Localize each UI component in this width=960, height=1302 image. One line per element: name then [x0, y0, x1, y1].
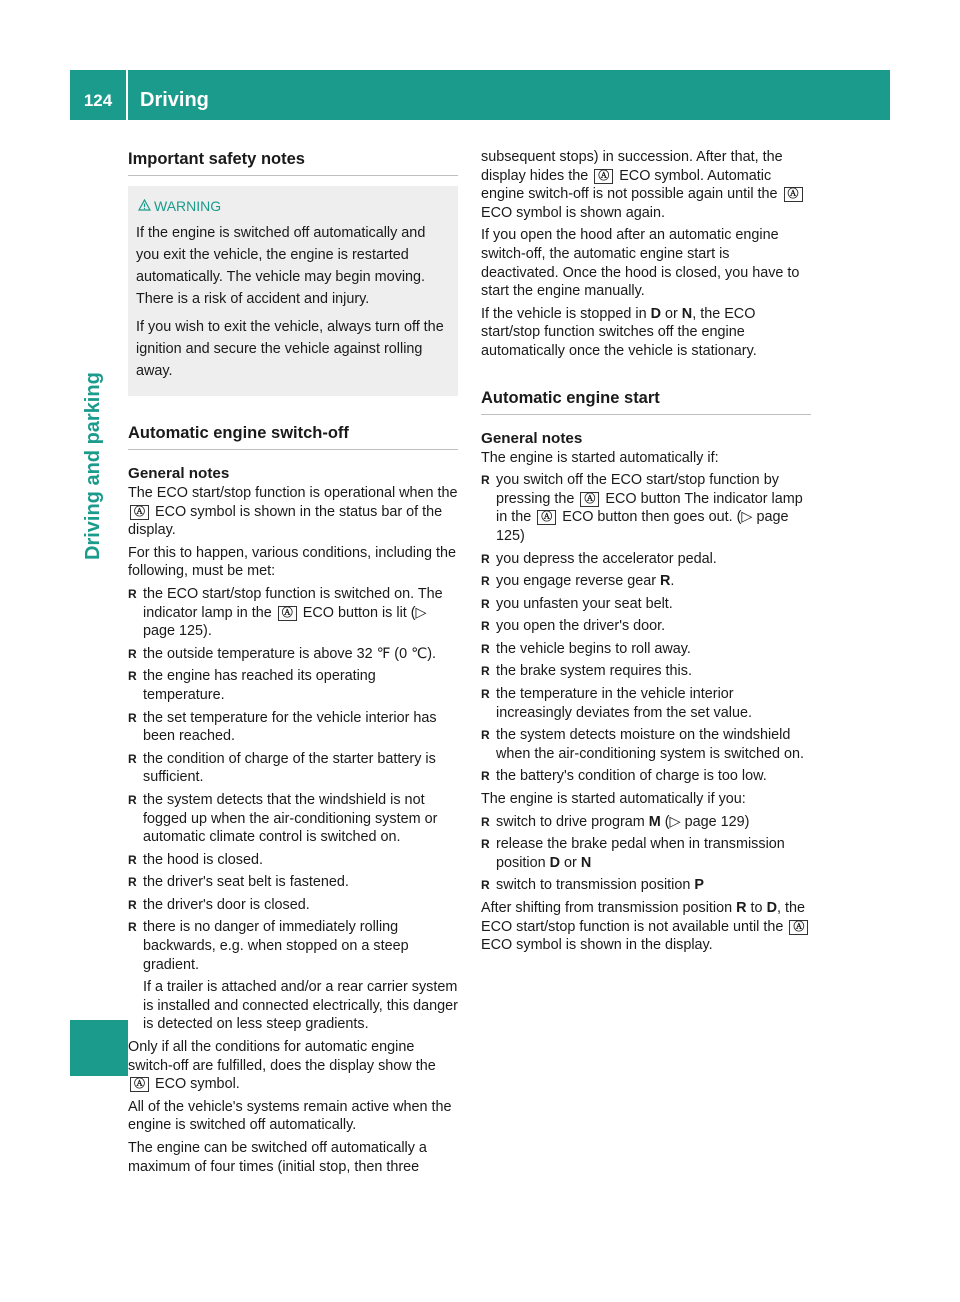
list-item [128, 918, 458, 1034]
list-item-text: ECO button The indicator lamp in the [496, 490, 803, 526]
after-text-b: , the ECO start/stop function is not available until the [481, 900, 805, 935]
stopped-text-b: , the ECO start/stop function switches off the engine automatically once the vehicle is stationary. [481, 305, 757, 359]
continuation-text-c: ECO symbol is shown again. [481, 204, 665, 221]
list-item-text: ECO button is lit (▷ page 125). [143, 604, 427, 640]
list-item: R the system detects moisture on the windshield when the air-conditioning system is switched on. [481, 726, 811, 763]
eco-start-stop-icon: Ⓐ [580, 492, 599, 507]
list-item-subtext: If a trailer is attached and/or a rear carrier system is installed and connected electrically, this danger is detected on less steep gradients. [143, 979, 458, 1033]
list-item: R the vehicle begins to roll away. [481, 640, 811, 659]
after-text-a: After shifting from transmission position [481, 900, 733, 916]
continuation-paragraph [481, 148, 811, 222]
eco-start-stop-icon: Ⓐ [537, 510, 556, 525]
started-if-you-intro: The engine is started automatically if you: [481, 791, 746, 808]
eco-start-stop-icon: Ⓐ [278, 606, 297, 621]
only-if-text-b: ECO symbol. [155, 1076, 240, 1093]
side-label-text: Driving and parking [82, 372, 104, 560]
list-item-text: switch to transmission position [496, 877, 691, 894]
hood-paragraph: If you open the hood after an automatic engine switch-off, the automatic engine start is deactivated. Once the hood is closed, you have to start the engine manually. [481, 227, 800, 300]
list-item: R the outside temperature is above 32 ℉ (0 ℃). [128, 645, 458, 664]
eco-start-stop-icon: Ⓐ [789, 920, 808, 935]
list-item-text: release the brake pedal when in transmission position [496, 836, 785, 871]
chapter-title: Driving [140, 89, 209, 111]
list-item [128, 585, 458, 641]
list-item [481, 471, 811, 545]
warning-text-1: If the engine is switched off automatically and you exit the vehicle, the engine is restarted automatically. The vehicle may begin moving. There is a risk of accident and injury. [136, 225, 426, 307]
list-item-text: ECO button then goes out. (▷ page 125) [496, 509, 789, 544]
list-item-text: or [564, 854, 577, 871]
list-item-text: you switch off the ECO start/stop function by pressing the [496, 472, 779, 507]
heading-automatic-engine-switch-off: Automatic engine switch-off [128, 422, 458, 450]
intro-text-a: The ECO start/stop function is operational when the [128, 485, 458, 501]
list-item: R the condition of charge of the starter battery is sufficient. [128, 750, 458, 787]
list-item: R you open the driver's door. [481, 617, 811, 636]
gear-r: R [660, 573, 671, 590]
page-number: 124 [83, 91, 113, 110]
start-actions-list [481, 813, 811, 895]
eco-start-stop-icon: Ⓐ [130, 505, 149, 520]
systems-active-paragraph: All of the vehicle's systems remain active when the engine is switched off automatically. [128, 1098, 452, 1134]
warning-title [136, 196, 450, 216]
list-item [481, 835, 811, 872]
after-shifting-paragraph [481, 899, 811, 955]
subheading-general-notes-left: General notes [128, 465, 230, 482]
stopped-text-a: If the vehicle is stopped in [481, 305, 647, 322]
gear-n: N [580, 854, 592, 871]
list-item: R the set temperature for the vehicle interior has been reached. [128, 709, 458, 746]
list-item-text: there is no danger of immediately rolling backwards, e.g. when stopped on a steep gradient. [143, 919, 409, 973]
start-conditions-list [481, 471, 811, 786]
list-item [481, 876, 811, 895]
warning-triangle-icon [138, 199, 151, 211]
list-item: R the driver's door is closed. [128, 896, 458, 915]
stopped-paragraph [481, 305, 811, 361]
warning-box [128, 186, 458, 396]
only-if-text-a: Only if all the conditions for automatic engine switch-off are fulfilled, does the display show the [128, 1039, 436, 1074]
gear-n: N [681, 305, 693, 322]
intro-text-b: ECO symbol is shown in the status bar of the display. [128, 503, 443, 539]
list-item-text: you engage reverse gear [496, 573, 657, 590]
list-item: R the temperature in the vehicle interior increasingly deviates from the set value. [481, 685, 811, 722]
gear-d: D [549, 854, 561, 871]
gear-d: D [766, 900, 777, 916]
gear-r: R [736, 900, 747, 916]
side-marker [70, 1020, 128, 1076]
list-item: R the driver's seat belt is fastened. [128, 873, 458, 892]
list-item-text: switch to drive program [496, 813, 645, 830]
list-item: R the engine has reached its operating temperature. [128, 667, 458, 704]
gear-p: P [694, 877, 704, 894]
subheading-general-notes-right: General notes [481, 429, 583, 447]
intro-paragraph [128, 484, 458, 540]
eco-start-stop-icon: Ⓐ [594, 169, 613, 184]
after-text-c: ECO symbol is shown in the display. [481, 937, 713, 954]
max-times-paragraph: The engine can be switched off automatically a maximum of four times (initial stop, then three [128, 1140, 427, 1175]
stopped-or: or [665, 305, 678, 322]
heading-automatic-engine-start: Automatic engine start [481, 387, 811, 415]
eco-start-stop-icon: Ⓐ [784, 187, 803, 202]
right-column [481, 148, 811, 959]
after-to: to [750, 900, 763, 916]
warning-text-2: If you wish to exit the vehicle, always turn off the ignition and secure the vehicle against rolling away. [136, 319, 444, 379]
conditions-intro: For this to happen, various conditions, including the following, must be met: [128, 544, 456, 580]
conditions-list [128, 585, 458, 1034]
list-item: R you unfasten your seat belt. [481, 595, 811, 614]
side-label [82, 250, 116, 560]
list-item: R the system detects that the windshield is not fogged up when the air-conditioning system or automatic climate control is switched on. [128, 791, 458, 847]
heading-important-safety-notes: Important safety notes [128, 148, 458, 176]
warning-label: WARNING [154, 198, 222, 214]
list-item [481, 813, 811, 832]
list-item: R the brake system requires this. [481, 662, 811, 681]
program-m: M [648, 813, 661, 830]
started-if-intro: The engine is started automatically if: [481, 449, 719, 466]
list-item: R the battery's condition of charge is too low. [481, 767, 811, 786]
eco-start-stop-icon: Ⓐ [130, 1077, 149, 1092]
left-column [128, 148, 458, 1180]
gear-d: D [650, 305, 661, 322]
list-item: R the hood is closed. [128, 851, 458, 870]
list-item: R you depress the accelerator pedal. [481, 550, 811, 569]
list-item-text: the ECO start/stop function is switched on. The indicator lamp in the [143, 585, 443, 621]
list-item-text: (▷ page 129) [664, 813, 750, 830]
header-divider [126, 70, 128, 120]
continuation-text-a: subsequent stops) in succession. After that, the display hides the [481, 149, 783, 184]
list-item: R you engage reverse gear R. [481, 572, 811, 591]
continuation-text-b: ECO symbol. Automatic engine switch-off is not possible again until the [481, 167, 778, 203]
only-if-paragraph [128, 1038, 458, 1094]
